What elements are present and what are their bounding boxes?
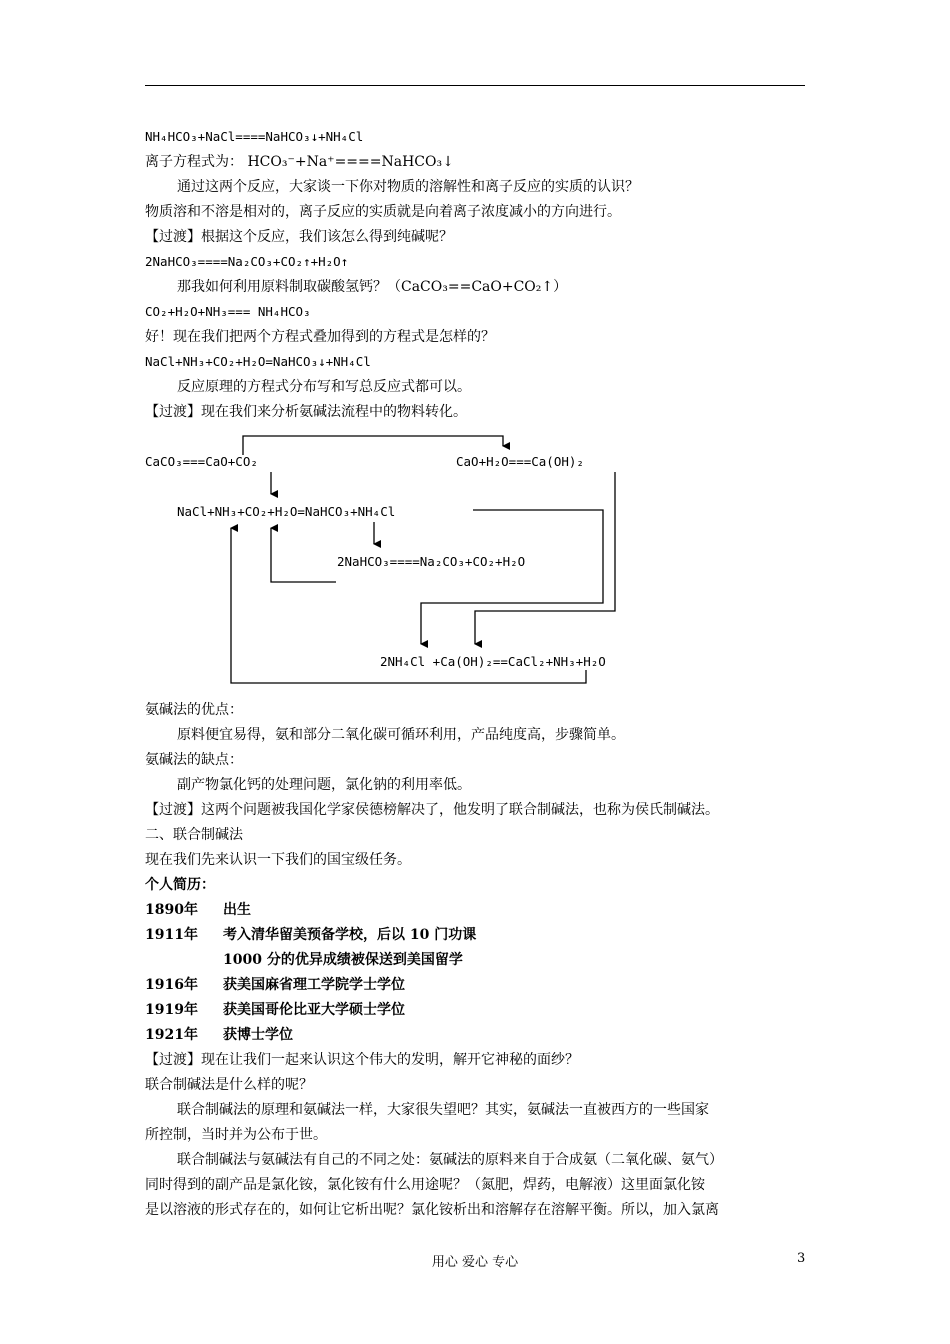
paragraph-line: 同时得到的副产品是氯化铵，氯化铵有什么用途呢？（氮肥，焊药，电解液）这里面氯化铵 (145, 1177, 705, 1193)
page-number: 3 (797, 1251, 806, 1266)
bio-year: 1919年 (145, 1002, 198, 1018)
paragraph-line: 所控制，当时并为公布于世。 (145, 1127, 327, 1143)
bio-row (145, 1025, 293, 1045)
transition-line: 【过渡】这两个问题被我国化学家侯德榜解决了，他发明了联合制碱法，也称为侯氏制碱法。 (145, 802, 719, 818)
flow-node-cao: CaO+H₂O===Ca(OH)₂ (456, 454, 584, 469)
transition-line: 【过渡】现在让我们一起来认识这个伟大的发明，解开它神秘的面纱？ (145, 1052, 579, 1068)
paragraph-line: 副产物氯化钙的处理问题，氯化钠的利用率低。 (177, 777, 471, 793)
transition-line: 【过渡】根据这个反应，我们该怎么得到纯碱呢？ (145, 229, 453, 245)
equation-line: CO₂+H₂O+NH₃=== NH₄HCO₃ (145, 304, 311, 319)
bio-text: 获美国麻省理工学院学士学位 (223, 977, 405, 993)
bio-year: 1890年 (145, 902, 198, 918)
flow-node-nahco3: 2NaHCO₃====Na₂CO₃+CO₂+H₂O (337, 554, 526, 569)
flow-line-nh4cl (421, 510, 603, 644)
bio-row (145, 925, 476, 945)
paragraph-line: 现在我们先来认识一下我们的国宝级任务。 (145, 852, 411, 868)
bio-text: 获博士学位 (223, 1027, 293, 1043)
section-heading: 二、联合制碱法 (145, 827, 243, 843)
bio-year: 1921年 (145, 1027, 198, 1043)
section-label: 氨碱法的缺点： (145, 752, 243, 768)
flow-node-nacl: NaCl+NH₃+CO₂+H₂O=NaHCO₃+NH₄Cl (177, 504, 396, 519)
flow-node-caco3: CaCO₃===CaO+CO₂ (145, 454, 258, 469)
paragraph-line: 原料便宜易得，氨和部分二氧化碳可循环利用，产品纯度高，步骤简单。 (177, 727, 625, 743)
bio-text: 1000 分的优异成绩被保送到美国留学 (223, 952, 463, 968)
transition-line: 【过渡】现在我们来分析氨碱法流程中的物料转化。 (145, 404, 467, 420)
paragraph-line: 通过这两个反应，大家谈一下你对物质的溶解性和离子反应的实质的认识？ (177, 179, 639, 195)
equation-line: 2NaHCO₃====Na₂CO₃+CO₂↑+H₂O↑ (145, 254, 349, 269)
bio-row (145, 1000, 405, 1020)
flow-line-co2-recycle (271, 528, 336, 582)
paragraph-line: 联合制碱法的原理和氨碱法一样，大家很失望吧？其实，氨碱法一直被西方的一些国家 (177, 1102, 709, 1118)
bio-row (145, 975, 405, 995)
paragraph-line: 反应原理的方程式分布写和写总反应式都可以。 (177, 379, 471, 395)
equation-line: NH₄HCO₃+NaCl====NaHCO₃↓+NH₄Cl (145, 129, 364, 144)
bio-year: 1911年 (145, 927, 198, 943)
section-label: 氨碱法的优点： (145, 702, 243, 718)
footer-text: 用心 爱心 专心 (431, 1255, 519, 1270)
bio-row (145, 900, 251, 920)
paragraph-line: 物质溶和不溶是相对的，离子反应的实质就是向着离子浓度减小的方向进行。 (145, 204, 621, 220)
paragraph-line: 联合制碱法与氨碱法有自己的不同之处：氨碱法的原料来自于合成氨（二氧化碳、氨气） (177, 1152, 723, 1168)
bio-text: 出生 (223, 902, 251, 918)
bio-heading: 个人简历： (145, 877, 215, 893)
paragraph-line: 联合制碱法是什么样的呢？ (145, 1077, 313, 1093)
ionic-equation-line: 离子方程式为： HCO₃⁻+Na⁺====NaHCO₃↓ (145, 154, 454, 170)
flow-line-cao (243, 436, 503, 455)
bio-text: 获美国哥伦比亚大学硕士学位 (223, 1002, 405, 1018)
paragraph-line: 好！现在我们把两个方程式叠加得到的方程式是怎样的？ (145, 329, 495, 345)
flow-node-nh4cl: 2NH₄Cl +Ca(OH)₂==CaCl₂+NH₃+H₂O (380, 654, 606, 669)
paragraph-line: 那我如何利用原料制取碳酸氢钙？（CaCO₃==CaO+CO₂↑） (177, 279, 568, 295)
bio-text: 考入清华留美预备学校，后以 10 门功课 (223, 927, 477, 943)
bio-year: 1916年 (145, 977, 198, 993)
equation-line: NaCl+NH₃+CO₂+H₂O=NaHCO₃↓+NH₄Cl (145, 354, 371, 369)
paragraph-line: 是以溶液的形式存在的，如何让它析出呢？氯化铵析出和溶解存在溶解平衡。所以，加入氯离 (145, 1202, 719, 1218)
bio-row (145, 950, 463, 970)
